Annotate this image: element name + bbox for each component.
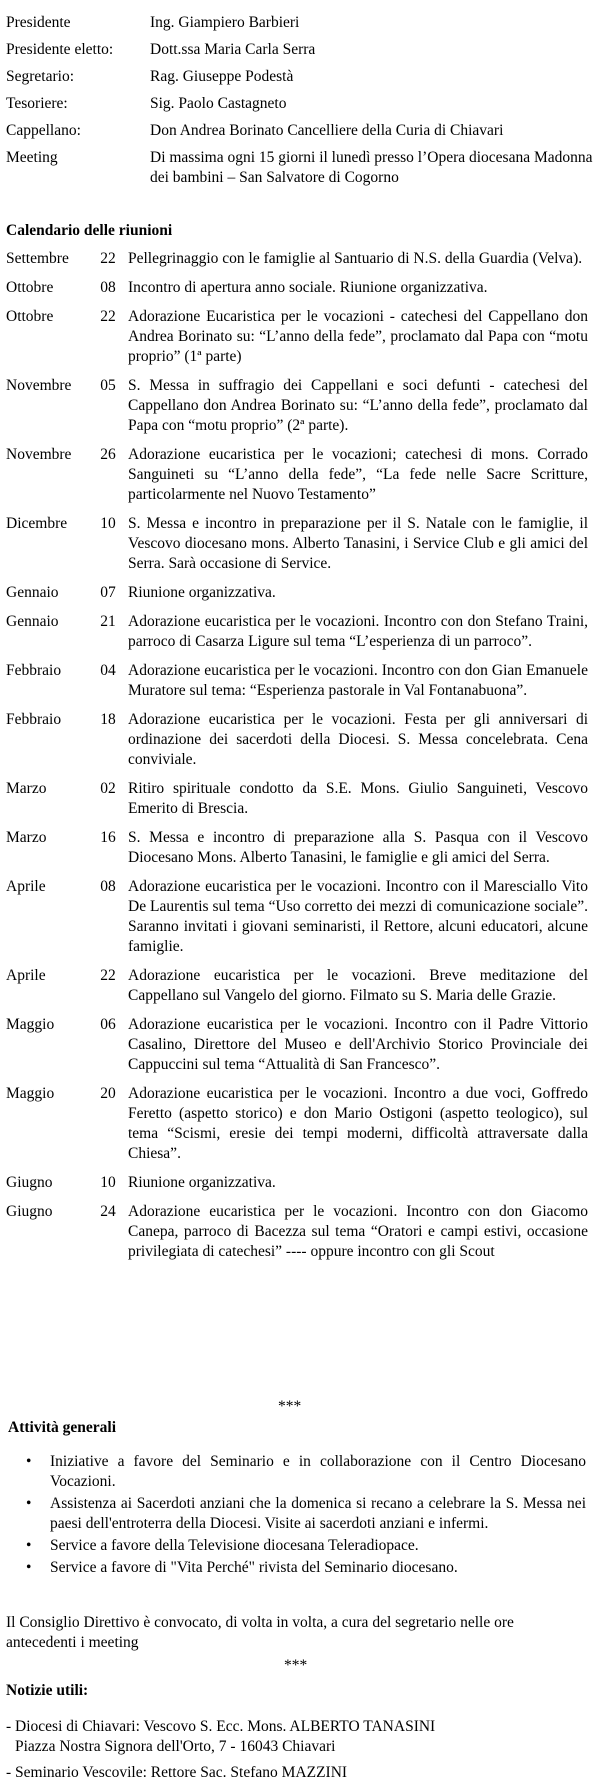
event-day: 22 [100, 308, 116, 325]
officer-row [6, 121, 596, 141]
officer-role: Segretario: [6, 68, 75, 85]
event-month: Febbraio [6, 662, 62, 679]
activity-text: Assistenza ai Sacerdoti anziani che la domenica si recano a celebrare la S. Messa nei paesi dell'entroterra della Diocesi. Visite ai sacerdoti anziani e infermi. [50, 1495, 586, 1532]
officer-role: Presidente eletto: [6, 41, 114, 58]
officer-name: Ing. Giampiero Barbieri [150, 14, 300, 31]
event-description: Adorazione eucaristica per le vocazioni. Incontro con don Stefano Traini, parroco di Casarza Ligure sul tema “L’esperienza di un parroco”. [128, 613, 588, 650]
calendar-event [6, 779, 588, 819]
calendar-event [6, 376, 588, 436]
event-day: 26 [100, 446, 116, 463]
officer-row [6, 148, 596, 188]
event-day: 07 [100, 584, 116, 601]
consiglio-note: Il Consiglio Direttivo è convocato, di volta in volta, a cura del segretario nelle ore antecedenti i meeting [6, 1614, 514, 1651]
event-month: Novembre [6, 446, 72, 463]
event-month: Maggio [6, 1016, 55, 1033]
event-description: Adorazione eucaristica per le vocazioni. Incontro con don Giacomo Canepa, parroco di Bacezza sul tema “Oratori e campi estivi, occasione privilegiata di catechesi” ---- oppure incontro con gli Scout [128, 1203, 588, 1260]
officer-row [6, 40, 596, 60]
event-month: Gennaio [6, 613, 59, 630]
event-day: 22 [100, 967, 116, 984]
event-month: Giugno [6, 1203, 53, 1220]
event-month: Febbraio [6, 711, 62, 728]
officer-role: Meeting [6, 149, 58, 166]
calendar-event [6, 278, 588, 298]
officer-name: Rag. Giuseppe Podestà [150, 68, 294, 85]
calendar-event [6, 445, 588, 505]
notizie-title: Notizie utili: [6, 1682, 89, 1699]
event-day: 20 [100, 1085, 116, 1102]
event-description: S. Messa e incontro in preparazione per il S. Natale con le famiglie, il Vescovo diocesano mons. Alberto Tanasini, i Service Club e gli amici del Serra. Sarà occasione di Service. [128, 515, 588, 572]
calendar-event [6, 1202, 588, 1262]
officers-list [6, 13, 596, 195]
notizia-seminario: - Seminario Vescovile: Rettore Sac. Stefano MAZZINI [6, 1764, 348, 1781]
event-description: Ritiro spirituale condotto da S.E. Mons. Giulio Sanguineti, Vescovo Emerito di Brescia. [128, 780, 588, 817]
event-day: 16 [100, 829, 116, 846]
activity-text: Service a favore della Televisione diocesana Teleradiopace. [50, 1537, 419, 1554]
event-description: Pellegrinaggio con le famiglie al Santuario di N.S. della Guardia (Velva). [128, 250, 583, 267]
officer-role: Cappellano: [6, 122, 81, 139]
calendar-title: Calendario delle riunioni [6, 222, 173, 239]
calendar-list [6, 249, 588, 1271]
separator-stars: *** [278, 1398, 302, 1415]
officer-role: Presidente [6, 14, 71, 31]
event-month: Giugno [6, 1174, 53, 1191]
event-description: Adorazione eucaristica per le vocazioni. Incontro con don Gian Emanuele Muratore sul tema: “Esperienza pastorale in Val Fontanabuona”. [128, 662, 588, 699]
event-month: Marzo [6, 829, 47, 846]
officer-name: Don Andrea Borinato Cancelliere della Curia di Chiavari [150, 122, 504, 139]
activity-item [26, 1558, 586, 1578]
calendar-event [6, 307, 588, 367]
diocesi-line: - Diocesi di Chiavari: Vescovo S. Ecc. Mons. ALBERTO TANASINI [6, 1718, 436, 1735]
event-day: 10 [100, 1174, 116, 1191]
event-description: Riunione organizzativa. [128, 1174, 276, 1191]
event-month: Ottobre [6, 279, 54, 296]
calendar-event [6, 877, 588, 957]
bullet-icon: • [26, 1559, 32, 1576]
calendar-event [6, 583, 588, 603]
event-day: 21 [100, 613, 116, 630]
separator-stars: *** [284, 1657, 308, 1674]
diocesi-address: Piazza Nostra Signora dell'Orto, 7 - 16043 Chiavari [15, 1738, 336, 1755]
officer-row [6, 67, 596, 87]
officer-name: Di massima ogni 15 giorni il lunedì presso l’Opera diocesana Madonna dei bambini – San Salvatore di Cogorno [150, 149, 593, 186]
event-month: Marzo [6, 780, 47, 797]
event-day: 24 [100, 1203, 116, 1220]
event-description: Adorazione eucaristica per le vocazioni. Incontro con il Padre Vittorio Casalino, Direttore del Museo e dell'Archivio Storico Provinciale dei Cappuccini sul tema “Attualità di San Francesco”. [128, 1016, 588, 1073]
event-day: 08 [100, 279, 116, 296]
activity-text: Service a favore di "Vita Perché" rivista del Seminario diocesano. [50, 1559, 458, 1576]
activities-list [26, 1452, 586, 1580]
calendar-event [6, 828, 588, 868]
officer-name: Sig. Paolo Castagneto [150, 95, 287, 112]
activity-item [26, 1494, 586, 1534]
event-month: Gennaio [6, 584, 59, 601]
bullet-icon: • [26, 1495, 32, 1512]
event-description: S. Messa in suffragio dei Cappellani e soci defunti - catechesi del Cappellano don Andrea Borinato su: “L’anno della fede”, proclamato dal Papa con “motu proprio” (2ª parte). [128, 377, 588, 434]
activity-text: Iniziative a favore del Seminario e in collaborazione con il Centro Diocesano Vocazioni. [50, 1453, 586, 1490]
calendar-event [6, 249, 588, 269]
event-month: Novembre [6, 377, 72, 394]
officer-role: Tesoriere: [6, 95, 68, 112]
event-day: 04 [100, 662, 116, 679]
event-day: 05 [100, 377, 116, 394]
calendar-event [6, 514, 588, 574]
event-description: Adorazione Eucaristica per le vocazioni - catechesi del Cappellano don Andrea Borinato su: “L’anno della fede”, proclamato dal Papa con “motu proprio” (1ª parte) [128, 308, 588, 365]
officer-row [6, 94, 596, 114]
event-month: Maggio [6, 1085, 55, 1102]
event-description: Incontro di apertura anno sociale. Riunione organizzativa. [128, 279, 488, 296]
event-day: 02 [100, 780, 116, 797]
calendar-event [6, 661, 588, 701]
event-month: Aprile [6, 878, 46, 895]
bullet-icon: • [26, 1453, 32, 1470]
event-month: Aprile [6, 967, 46, 984]
activity-item [26, 1452, 586, 1492]
event-month: Ottobre [6, 308, 54, 325]
event-description: Adorazione eucaristica per le vocazioni; catechesi di mons. Corrado Sanguineti su “L’anno della fede”, “La fede nelle Sacre Scritture, particolarmente nel Nuovo Testamento” [128, 446, 588, 503]
event-description: Adorazione eucaristica per le vocazioni. Breve meditazione del Cappellano sul Vangelo del giorno. Filmato su S. Maria delle Grazie. [128, 967, 588, 1004]
activity-item [26, 1536, 586, 1556]
calendar-event [6, 1015, 588, 1075]
event-day: 22 [100, 250, 116, 267]
activities-title: Attività generali [8, 1419, 117, 1436]
event-description: Adorazione eucaristica per le vocazioni. Incontro a due voci, Goffredo Feretto (aspetto storico) e don Mario Ostigoni (aspetto teologico), sul tema “Scismi, eresie dei tempi moderni, difficoltà attraversate dalla Chiesa”. [128, 1085, 588, 1162]
calendar-event [6, 612, 588, 652]
event-month: Settembre [6, 250, 69, 267]
event-description: S. Messa e incontro di preparazione alla S. Pasqua con il Vescovo Diocesano Mons. Alberto Tanasini, le famiglie e gli amici del Serra. [128, 829, 588, 866]
officer-name: Dott.ssa Maria Carla Serra [150, 41, 316, 58]
bullet-icon: • [26, 1537, 32, 1554]
calendar-event [6, 710, 588, 770]
event-month: Dicembre [6, 515, 68, 532]
event-day: 10 [100, 515, 116, 532]
calendar-event [6, 966, 588, 1006]
calendar-event [6, 1084, 588, 1164]
officer-row [6, 13, 596, 33]
event-day: 08 [100, 878, 116, 895]
event-day: 18 [100, 711, 116, 728]
event-description: Adorazione eucaristica per le vocazioni. Incontro con il Maresciallo Vito De Laurentis sul tema “Uso corretto dei mezzi di comunicazione sociale”. Saranno invitati i giovani seminaristi, il Rettore, alcuni educatori, alcune famiglie. [128, 878, 588, 955]
event-description: Adorazione eucaristica per le vocazioni. Festa per gli anniversari di ordinazione dei sacerdoti della Diocesi. S. Messa concelebrata. Cena conviviale. [128, 711, 588, 768]
event-description: Riunione organizzativa. [128, 584, 276, 601]
calendar-event [6, 1173, 588, 1193]
event-day: 06 [100, 1016, 116, 1033]
notizia-diocesi [6, 1717, 588, 1757]
